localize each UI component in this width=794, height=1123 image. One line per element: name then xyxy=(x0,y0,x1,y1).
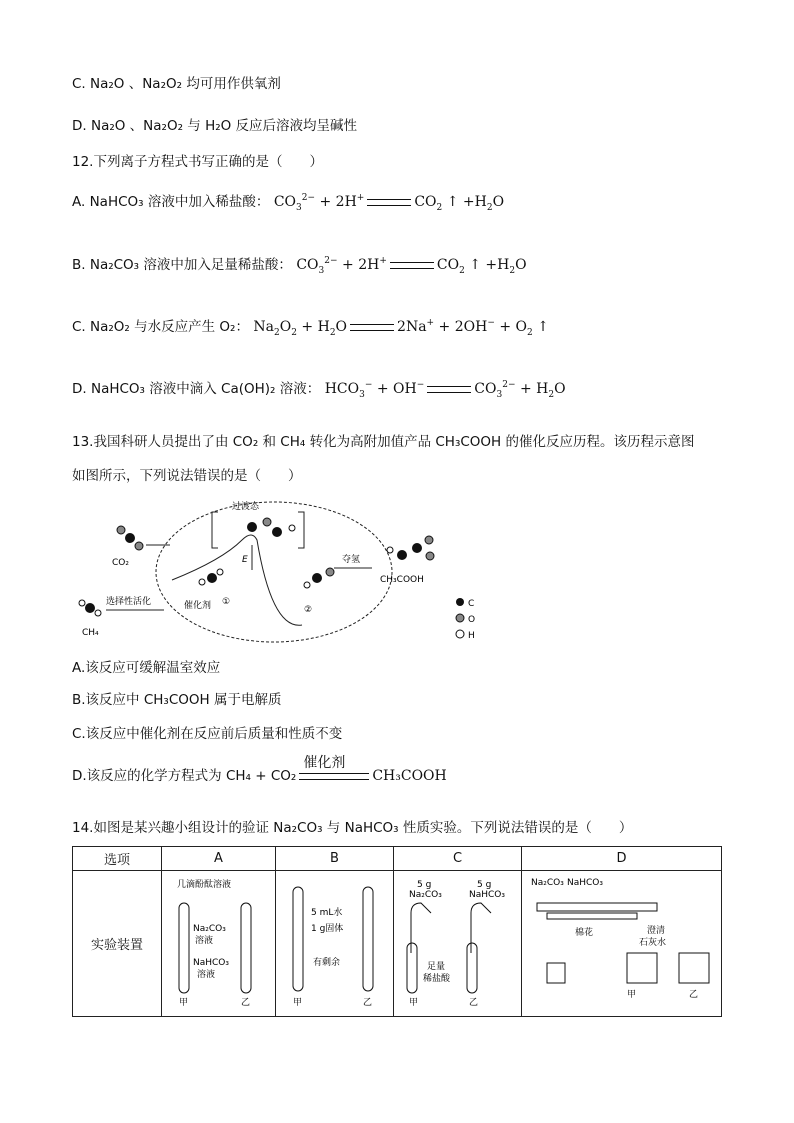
catalyst-label: 催化剂 xyxy=(184,601,212,611)
q12-option-a-equation: $CO_3^{2-} + 2H^+$ $CO_2$ ↑ $+H_2O$ xyxy=(273,193,505,213)
q14-header-option: 选项 xyxy=(73,847,162,871)
apparatus-a xyxy=(165,873,273,1011)
q11-option-d: D. Na₂O 、Na₂O₂ 与 H₂O 反应后溶液均呈碱性 xyxy=(72,118,358,134)
a-top-label: 几滴酚酞溶液 xyxy=(176,879,231,890)
q12-option-b xyxy=(72,253,527,276)
q14-header-b: B xyxy=(276,847,394,871)
q12-option-b-equation: $CO_3^{2-} + 2H^+$ $CO_2$ ↑ $+H_2O$ xyxy=(296,256,527,276)
legend-c-label: C xyxy=(468,599,475,609)
q13-stem-line1: 13.我国科研人员提出了由 CO₂ 和 CH₄ 转化为高附加值产品 CH₃COOH 的催化反应历程。该历程示意图 xyxy=(72,434,695,450)
b-jia-label: 甲 xyxy=(292,997,302,1008)
a-tube-right xyxy=(241,903,251,993)
product-carbon-atom xyxy=(397,550,407,560)
apparatus-c xyxy=(397,873,519,1011)
ch4-hydrogen-atom-2 xyxy=(95,610,101,616)
d-inner-tube xyxy=(547,913,637,919)
q12-stem: 12.下列离子方程式书写正确的是（ ） xyxy=(72,154,323,170)
q14-stem: 14.如图是某兴趣小组设计的验证 Na₂CO₃ 与 NaHCO₃ 性质实验。下列说法错误的是（ ） xyxy=(72,820,633,836)
legend-c-dot xyxy=(456,598,464,606)
c-a-compound: Na₂CO₃ xyxy=(408,889,442,900)
ts-hydrogen-atom xyxy=(289,525,295,531)
a-left-label-2: 溶液 xyxy=(194,935,213,946)
q12-option-a-text: A. NaHCO₃ 溶液中加入稀盐酸： xyxy=(72,194,270,210)
q12-option-d-text: D. NaHCO₃ 溶液中滴入 Ca(OH)₂ 溶液： xyxy=(72,381,321,397)
q14-header-c: C xyxy=(394,847,522,871)
c-acid-label-2: 稀盐酸 xyxy=(422,973,450,984)
q12-option-c-text: C. Na₂O₂ 与水反应产生 O₂： xyxy=(72,319,249,335)
b-solid-label: 1 g固体 xyxy=(310,923,343,934)
q14-table-header-row xyxy=(73,847,722,871)
q12-option-c-equation: $Na_2O_2 + H_2O$ $2Na^+ + 2OH^- + O_2$ ↑ xyxy=(253,318,549,338)
apparatus-b xyxy=(279,873,391,1011)
d-beaker-left xyxy=(627,953,657,983)
b-tube-right xyxy=(363,887,373,991)
d-cotton-label: 棉花 xyxy=(574,927,593,938)
q13-option-d-text: D.该反应的化学方程式为 CH₄ + CO₂ xyxy=(72,768,297,784)
product-hydrogen-atom xyxy=(387,547,393,553)
step2-label: ② xyxy=(304,605,313,615)
transition-bracket-right xyxy=(298,512,304,548)
co2-label: CO₂ xyxy=(112,558,129,568)
ts-carbon-atom-2 xyxy=(272,527,282,537)
product-oxygen-atom xyxy=(425,536,433,544)
legend-o-label: O xyxy=(468,615,476,625)
ts-carbon-atom xyxy=(247,522,257,532)
product-oxygen-atom-2 xyxy=(426,552,434,560)
co2-oxygen-atom-2 xyxy=(135,542,143,550)
apparatus-d xyxy=(527,873,717,1011)
int2-oxygen-atom xyxy=(326,568,334,576)
step1-label: ① xyxy=(222,597,231,607)
energy-curve xyxy=(172,535,302,625)
product-carbon-atom-2 xyxy=(412,543,422,553)
q14-options-table xyxy=(72,846,722,1017)
d-nahco3-label: NaHCO₃ xyxy=(566,877,603,888)
q12-option-d-equation: $HCO_3^- + OH^-$ $CO_3^{2-} + H_2O$ xyxy=(324,380,566,400)
b-water-label: 5 mL水 xyxy=(310,907,342,918)
b-yi-label: 乙 xyxy=(362,997,372,1008)
d-beaker-right xyxy=(679,953,709,983)
q13-option-d-product: CH₃COOH xyxy=(372,768,447,784)
q13-option-d-arrow xyxy=(299,754,369,780)
q14-cell-d xyxy=(522,871,722,1017)
int2-carbon-atom xyxy=(312,573,322,583)
a-right-label: NaHCO₃ xyxy=(192,957,229,968)
q13-catalyst-label: 催化剂 xyxy=(303,754,346,771)
d-outer-tube xyxy=(537,903,657,911)
int1-hydrogen-atom-2 xyxy=(217,569,223,575)
legend-o-dot xyxy=(456,614,464,622)
b-tube-left xyxy=(293,887,303,991)
b-residue-label: 有剩余 xyxy=(312,957,340,968)
c-b-compound: NaHCO₃ xyxy=(468,889,505,900)
c-balloon-left xyxy=(411,903,431,953)
d-yi-label: 乙 xyxy=(688,989,698,1000)
q12-option-c xyxy=(72,315,549,338)
int1-hydrogen-atom xyxy=(199,579,205,585)
q14-row-label: 实验装置 xyxy=(73,871,162,1017)
q13-stem-line2: 如图所示，下列说法错误的是（ ） xyxy=(72,468,302,484)
q14-cell-b xyxy=(276,871,394,1017)
a-left-label: Na₂CO₃ xyxy=(192,923,226,934)
c-balloon-right xyxy=(471,903,491,953)
d-na2co3-label: Na₂CO₃ xyxy=(530,877,564,888)
transition-label: 过渡态 xyxy=(232,502,260,512)
c-acid-label: 足量 xyxy=(426,961,445,972)
a-tube-left xyxy=(179,903,189,993)
c-b-mass: 5 g xyxy=(476,879,491,890)
q14-table-apparatus-row xyxy=(73,871,722,1017)
q14-cell-c xyxy=(394,871,522,1017)
c-jia-label: 甲 xyxy=(408,997,418,1008)
legend-h-dot xyxy=(456,630,464,638)
transition-bracket-left xyxy=(212,512,218,548)
ts-oxygen-atom xyxy=(263,518,271,526)
q13-option-d xyxy=(72,754,447,784)
co2-oxygen-atom-1 xyxy=(117,526,125,534)
d-jia-label: 甲 xyxy=(626,989,636,1000)
int2-hydrogen-atom xyxy=(304,582,310,588)
activation-label: 选择性活化 xyxy=(106,597,152,607)
q12-option-b-text: B. Na₂CO₃ 溶液中加入足量稀盐酸： xyxy=(72,257,292,273)
q14-header-a: A xyxy=(162,847,276,871)
q12-option-a xyxy=(72,190,505,213)
c-tube-right xyxy=(467,943,477,993)
a-yi-label: 乙 xyxy=(240,997,250,1008)
legend-h-label: H xyxy=(468,631,475,641)
int1-carbon-atom xyxy=(207,573,217,583)
q13-option-c: C.该反应中催化剂在反应前后质量和性质不变 xyxy=(72,726,343,742)
q12-option-d xyxy=(72,377,566,400)
co2-carbon-atom xyxy=(125,533,135,543)
d-lime-label: 澄清 xyxy=(646,925,665,936)
d-lime-label-2: 石灰水 xyxy=(638,937,666,948)
a-jia-label: 甲 xyxy=(178,997,188,1008)
ch4-label: CH₄ xyxy=(82,628,99,638)
ch4-hydrogen-atom xyxy=(79,600,85,606)
ch4-carbon-atom xyxy=(85,603,95,613)
c-a-mass: 5 g xyxy=(416,879,431,890)
d-lamp xyxy=(547,963,565,983)
q13-option-b: B.该反应中 CH₃COOH 属于电解质 xyxy=(72,692,282,708)
a-right-label-2: 溶液 xyxy=(196,969,215,980)
q13-option-a: A.该反应可缓解温室效应 xyxy=(72,660,221,676)
q13-reaction-diagram xyxy=(72,500,482,645)
q11-option-c: C. Na₂O 、Na₂O₂ 均可用作供氧剂 xyxy=(72,76,281,92)
q14-header-d: D xyxy=(522,847,722,871)
energy-label: E xyxy=(242,555,248,565)
dehydro-label: 夺氢 xyxy=(342,555,361,565)
c-tube-left xyxy=(407,943,417,993)
c-yi-label: 乙 xyxy=(468,997,478,1008)
q14-cell-a xyxy=(162,871,276,1017)
product-label: CH₃COOH xyxy=(380,575,424,585)
